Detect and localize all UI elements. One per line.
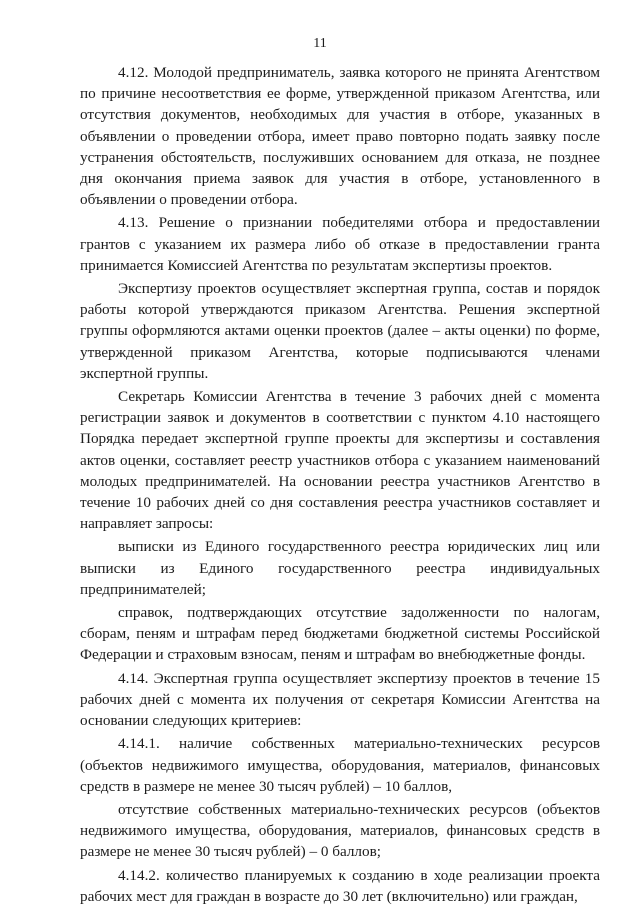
- paragraph-no-resources: отсутствие собственных материально-технических ресурсов (объектов недвижимого имущества, оборудования, материалов, финансовых средств в размере не менее 30 тысяч рублей) – 0 баллов;: [80, 800, 600, 861]
- document-body: [80, 62, 600, 909]
- paragraph-registry-extracts: выписки из Единого государственного реестра юридических лиц или выписки из Единого государственного реестра индивидуальных предпринимателей;: [80, 538, 600, 598]
- paragraph-expert-group: Экспертизу проектов осуществляет экспертная группа, состав и порядок работы которой утверждаются приказом Агентства. Решения экспертной группы оформляются актами оценки проектов (далее – акты оценки) по форме, утвержденной приказом Агентства, которые подписываются членами экспертной группы.: [80, 280, 600, 382]
- paragraph-4-13: 4.13. Решение о признании победителями отбора и предоставлении грантов с указанием их размера либо об отказе в предоставлении гранта принимается Комиссией Агентства по результатам экспертизы проектов.: [80, 214, 600, 274]
- paragraph-4-12: 4.12. Молодой предприниматель, заявка которого не принята Агентством по причине несоответствия ее форме, утвержденной приказом Агентства, или отсутствия документов, необходимых для участия в отборе, указанных в объявлении о проведении отбора, имеет право повторно подать заявку после устранения обстоятельств, послуживших основанием для отказа, не позднее дня окончания приема заявок для участия в отборе, установленного в объявлении о проведении отбора.: [80, 64, 600, 209]
- paragraph-4-14: 4.14. Экспертная группа осуществляет экспертизу проектов в течение 15 рабочих дней с момента их получения от секретаря Комиссии Агентства на основании следующих критериев:: [80, 669, 600, 730]
- paragraph-commission-secretary: Секретарь Комиссии Агентства в течение 3 рабочих дней с момента регистрации заявок и документов в соответствии с пунктом 4.10 настоящего Порядка передает экспертной группе проекты для экспертизы и составления актов оценки, составляет реестр участников отбора с указанием наименований молодых предпринимателей. На основании реестра участников Агентство в течение 10 рабочих дней со дня составления реестра участников составляет и направляет запросы:: [80, 388, 600, 533]
- paragraph-debt-certificates: справок, подтверждающих отсутствие задолженности по налогам, сборам, пеням и штрафам перед бюджетами бюджетной системы Российской Федерации и страховым взносам, пеням и штрафам во внебюджетные фонды.: [80, 604, 600, 664]
- page-number: 11: [313, 36, 327, 51]
- paragraph-4-14-1: 4.14.1. наличие собственных материально-технических ресурсов (объектов недвижимого имущества, оборудования, материалов, финансовых средств в размере не менее 30 тысяч рублей) – 10 баллов,: [80, 735, 600, 795]
- paragraph-4-14-2: 4.14.2. количество планируемых к созданию в ходе реализации проекта рабочих мест для граждан в возрасте до 30 лет (включительно) или граждан,: [80, 866, 600, 905]
